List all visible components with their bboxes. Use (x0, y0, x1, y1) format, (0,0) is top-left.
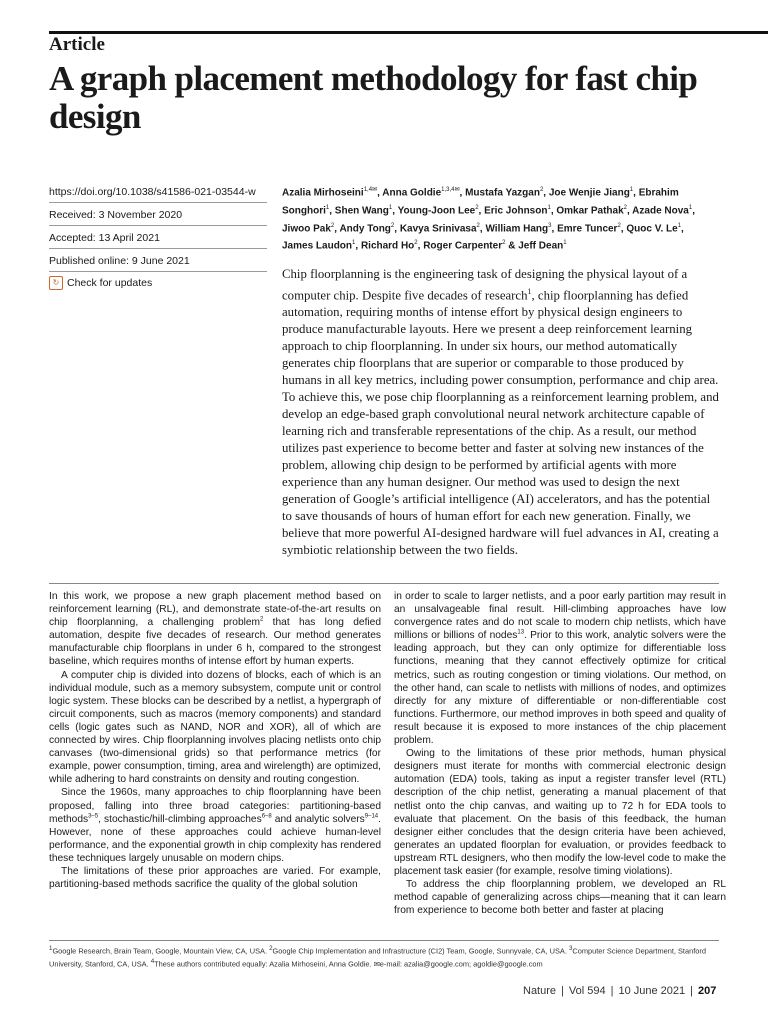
author-name: Jeff Dean (518, 240, 564, 252)
author-affiliation: 1 (629, 187, 634, 193)
author-name: Ebrahim Songhori (282, 187, 679, 217)
author-name: Azalia Mirhoseini (282, 187, 364, 199)
author-list: Azalia Mirhoseini$^{1,4✉}$, Anna Goldie$^{1,3,4✉}$, Mustafa Yazgan$^2$, Joe Wenjie Jiang$^1$, Ebrahim Songhori$^1$, Shen Wang$^1$, Young-Joon Lee$^2$, Eric Johnson$^1$, Omkar Pathak$^2$, Azade Nova$^1$, Jiwoo Pak$^2$, Andy Tong$^2$, Kavya Srinivasa$^2$, William Hang$^3$, Emre Tuncer$^2$, Quoc V. Le$^1$, James Laudon$^1$, Richard Ho$^2$, Roger Carpenter$^2$ & Jeff Dean$^1$ (282, 187, 695, 252)
author-name: James Laudon (282, 240, 353, 252)
published-date: Published online: 9 June 2021 (49, 253, 267, 272)
paragraph: Owing to the limitations of these prior methods, human physical designers must iterate for months with commercial electronic design automation (EDA) tools, taking as input a register transfer level (RTL) description of the chip netlist, generating a manual placement of that netlist onto the chip canvas, and waiting up to 72 h for EDA tools to evaluate that placement. On the basis of this feedback, the human designer either concludes that the design criteria have been achieved, generates an updated floorplan for evaluation, or provides feedback to upstream RTL designers, who then modify the low-level code to make the placement task easier (for example, resolve timing violations). (394, 748, 726, 877)
author-affiliation: 1 (688, 204, 693, 211)
author-name: Emre Tuncer (557, 222, 618, 234)
affiliations-footnote: $^1$Google Research, Brain Team, Google, Mountain View, CA, USA. $^2$Google Chip Implementation and Infrastructure (CI2) Team, Google, Sunnyvale, CA, USA. $^3$Computer Science Department, Stanford University, Stanford, CA, USA. $^4$These authors contributed equally: Azalia Mirhoseini, Anna Goldie. ✉e-mail: azalia@google.com; agoldie@google.com (49, 945, 706, 969)
author-name: Joe Wenjie Jiang (548, 187, 630, 199)
author-affiliation: 3 (548, 222, 552, 229)
section-divider (49, 583, 719, 584)
author-affiliation: 1 (388, 204, 393, 211)
author-affiliation: 2 (539, 187, 544, 193)
author-name: Kavya Srinivasa (399, 222, 477, 234)
paragraph: Since the 1960s, many approaches to chip floorplanning have been proposed, falling into three broad categories: partitioning-based methods$^{3-5}$, stochastic/hill-climbing approaches$^{6-8}$ and analytic solvers$^{9-14}$. However, none of these approaches could achieve human-level performance, and the exponential growth in chip complexity has rendered these techniques largely unusable on modern chips. (49, 787, 381, 864)
paragraph: The limitations of these prior approaches are varied. For example, partitioning-based methods sacrifice the quality of the global solution (49, 865, 381, 891)
body-column-right (394, 590, 726, 917)
citation: 6–8 (261, 813, 272, 820)
paragraph: To address the chip floorplanning problem, we developed an RL method capable of generalizing across chips—meaning that it can learn from experience to become both better and faster at placing (394, 879, 726, 917)
author-name: Eric Johnson (484, 205, 548, 217)
article-metadata (49, 184, 267, 290)
volume: Vol 594 (568, 985, 606, 997)
author-name: Quoc V. Le (626, 222, 678, 234)
paragraph: In this work, we propose a new graph placement method based on reinforcement learning (RL), and demonstrate state-of-the-art results on chip floorplanning, a challenging problem$^2$ that has long defied automation, despite five decades of research. Our method generates manufacturable chip floorplans in under 6 h, compared to the strongest baseline, which requires months of intense effort by human experts. (49, 591, 381, 668)
citation: 9–14 (364, 813, 379, 820)
author-affiliation: 2 (475, 204, 479, 211)
author-name: Young-Joon Lee (397, 205, 476, 217)
author-affiliation: 2 (502, 240, 506, 247)
author-affiliation: 1 (677, 222, 682, 229)
author-name: Jiwoo Pak (282, 222, 331, 234)
check-updates-link[interactable] (49, 276, 267, 290)
check-updates-icon: ↻ (49, 276, 63, 290)
author-affiliation: 2 (623, 204, 627, 211)
page-number: 207 (697, 985, 717, 997)
accepted-date: Accepted: 13 April 2021 (49, 230, 267, 249)
journal-name: Nature (523, 985, 557, 997)
paragraph: in order to scale to larger netlists, and a poor early partition may result in an unsalvageable final result. Hill-climbing approaches have low convergence rates and do not scale to modern chip netlists, which have millions or billions of nodes$^{13}$. Prior to this work, analytic solvers were the leading approach, but they can only optimize for differentiable loss functions, meaning that they cannot effectively optimize for critical metrics, such as routing congestion or timing violations. Our method, on the other hand, can scale to netlists with millions of nodes, and optimizes directly for any mixture of differentiable or non-differentiable cost functions. Furthermore, our method improves in both speed and quality of result because it is exposed to more instances of the chip placement problem. (394, 591, 726, 747)
citation: 2 (260, 616, 264, 623)
author-name: Richard Ho (360, 240, 415, 252)
author-affiliation: 2 (617, 222, 621, 229)
author-name: Andy Tong (339, 222, 391, 234)
section-label: Article (49, 34, 105, 55)
author-affiliation: 2 (476, 222, 480, 229)
author-name: Omkar Pathak (556, 205, 624, 217)
author-affiliation: 1 (352, 240, 356, 247)
issue-date: 10 June 2021 (618, 985, 686, 997)
author-name: Anna Goldie (382, 187, 442, 199)
citation: 1 (527, 287, 532, 296)
citation: 3–5 (88, 813, 99, 820)
footnote-divider (49, 940, 719, 941)
author-affiliation: 1 (563, 240, 567, 247)
author-affiliation: 1,3,4✉ (441, 187, 460, 193)
author-name: Roger Carpenter (423, 240, 503, 252)
author-name: Mustafa Yazgan (465, 187, 540, 199)
author-affiliation: 1 (325, 204, 330, 211)
email-link[interactable]: ✉e-mail: azalia@google.com; agoldie@google.com (373, 959, 543, 969)
article-title: A graph placement methodology for fast chip design (49, 59, 698, 136)
author-affiliation: 2 (414, 240, 418, 247)
body-column-left (49, 590, 381, 891)
abstract-text: Chip floorplanning is the engineering task of designing the physical layout of a computer chip. Despite five decades of research (282, 267, 688, 303)
abstract-text: , chip floorplanning has defied automation, requiring months of intense effort by physical design engineers to produce manufacturable layouts. Here we present a deep reinforcement learning approach to chip floorplanning. In under six hours, our method automatically generates chip floorplans that are superior or comparable to those produced by humans in all key metrics, including power consumption, performance and chip area. To achieve this, we pose chip floorplanning as a reinforcement learning problem, and develop an edge-based graph convolutional neural network architecture capable of learning rich and transferable representations of the chip. As a result, our method utilizes past experience to become better and faster at solving new instances of the problem, allowing chip design to be performed by artificial agents with more experience than any human designer. Our method was used to design the next generation of Google’s artificial intelligence (AI) accelerators, and has the potential to save thousands of hours of human effort for each new generation. Finally, we believe that more powerful AI-designed hardware will fuel advances in AI, creating a symbiotic relationship between the two fields. (282, 288, 719, 558)
paragraph: A computer chip is divided into dozens of blocks, each of which is an individual module, such as a memory subsystem, compute unit or control logic system. These blocks can be described by a netlist, a hypergraph of circuit components, such as macros (memory components) and standard cells (logic gates such as NAND, NOR and XOR), all of which are connected by wires. Chip floorplanning involves placing netlists onto chip canvases (two-dimensional grids) so that performance metrics (for example, power consumption, timing, area and wirelength) are optimized, while adhering to hard constraints on density and routing congestion. (49, 669, 381, 786)
author-affiliation: 1 (547, 204, 551, 211)
doi-link[interactable]: https://doi.org/10.1038/s41586-021-03544-w (49, 184, 267, 203)
author-name: William Hang (485, 222, 549, 234)
author-affiliation: 2 (330, 222, 335, 229)
author-affiliation: 1,4✉ (363, 187, 378, 193)
author-affiliation: 2 (390, 222, 395, 229)
citation: 13 (517, 629, 525, 636)
received-date: Received: 3 November 2020 (49, 207, 267, 226)
author-name: Azade Nova (632, 205, 689, 217)
abstract (282, 266, 722, 559)
page-footer: Nature | Vol 594 | 10 June 2021 | 207 (523, 985, 717, 997)
check-updates-label: Check for updates (67, 277, 153, 289)
author-name: Shen Wang (334, 205, 389, 217)
top-rule (49, 31, 768, 34)
